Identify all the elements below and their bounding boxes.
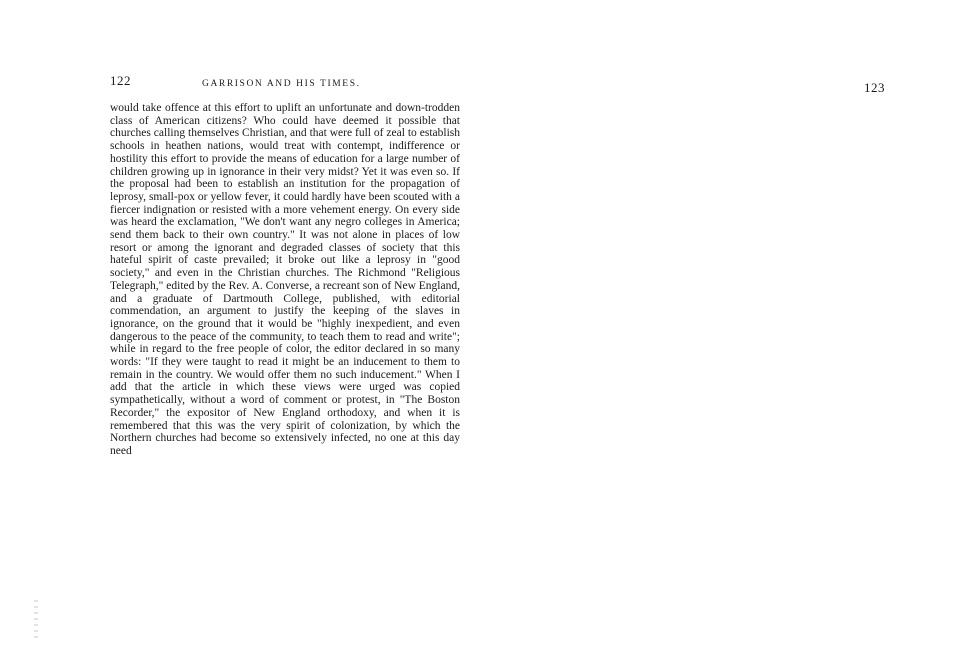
margin-mark: [34, 600, 38, 640]
paragraph: would take offence at this effort to uplift an unfortunate and down-trodden class of American citizens? Who could have deemed it possible that churches calling themselves Christian, and that were full of zeal to establish schools in heathen nations, would treat with contempt, indifference or hostility this effort to provide the means of education for a large number of children growing up in ignorance in their very midst? Yet it was even so. If the proposal had been to establish an institution for the propagation of leprosy, small-pox or yellow fever, it could hardly have been scouted with a fiercer indignation or resisted with a more vehement energy. On every side was heard the exclamation, "We don't want any negro colleges in America; send them back to their own country." It was not alone in places of low resort or among the ignorant and degraded classes of society that this hateful spirit of caste prevailed; it broke out like a leprosy in "good society," and even in the Christian churches. The Richmond "Religious Telegraph," edited by the Rev. A. Converse, a recreant son of New England, and a graduate of Dartmouth College, published, with editorial commendation, an argument to justify the keeping of the slaves in ignorance, on the ground that it would be "highly inexpedient, and even dangerous to the peace of the community, to teach them to read and write"; while in regard to the free people of color, the editor declared in so many words: "If they were taught to read it might be an inducement to them to remain in the country. We would offer them no such inducement." When I add that the article in which these views were urged was copied sympathetically, without a word of comment or protest, in "The Boston Recorder," the expositor of New England orthodoxy, and when it is remembered that this was the very spirit of colonization, by which the Northern churches had become so extensively infected, no one at this day need: [110, 102, 460, 457]
right-page: [490, 0, 980, 666]
body-text: [110, 102, 460, 458]
running-head: GARRISON AND HIS TIMES.: [202, 79, 361, 89]
page-number: 123: [864, 80, 885, 95]
page-number: 122: [110, 73, 131, 88]
